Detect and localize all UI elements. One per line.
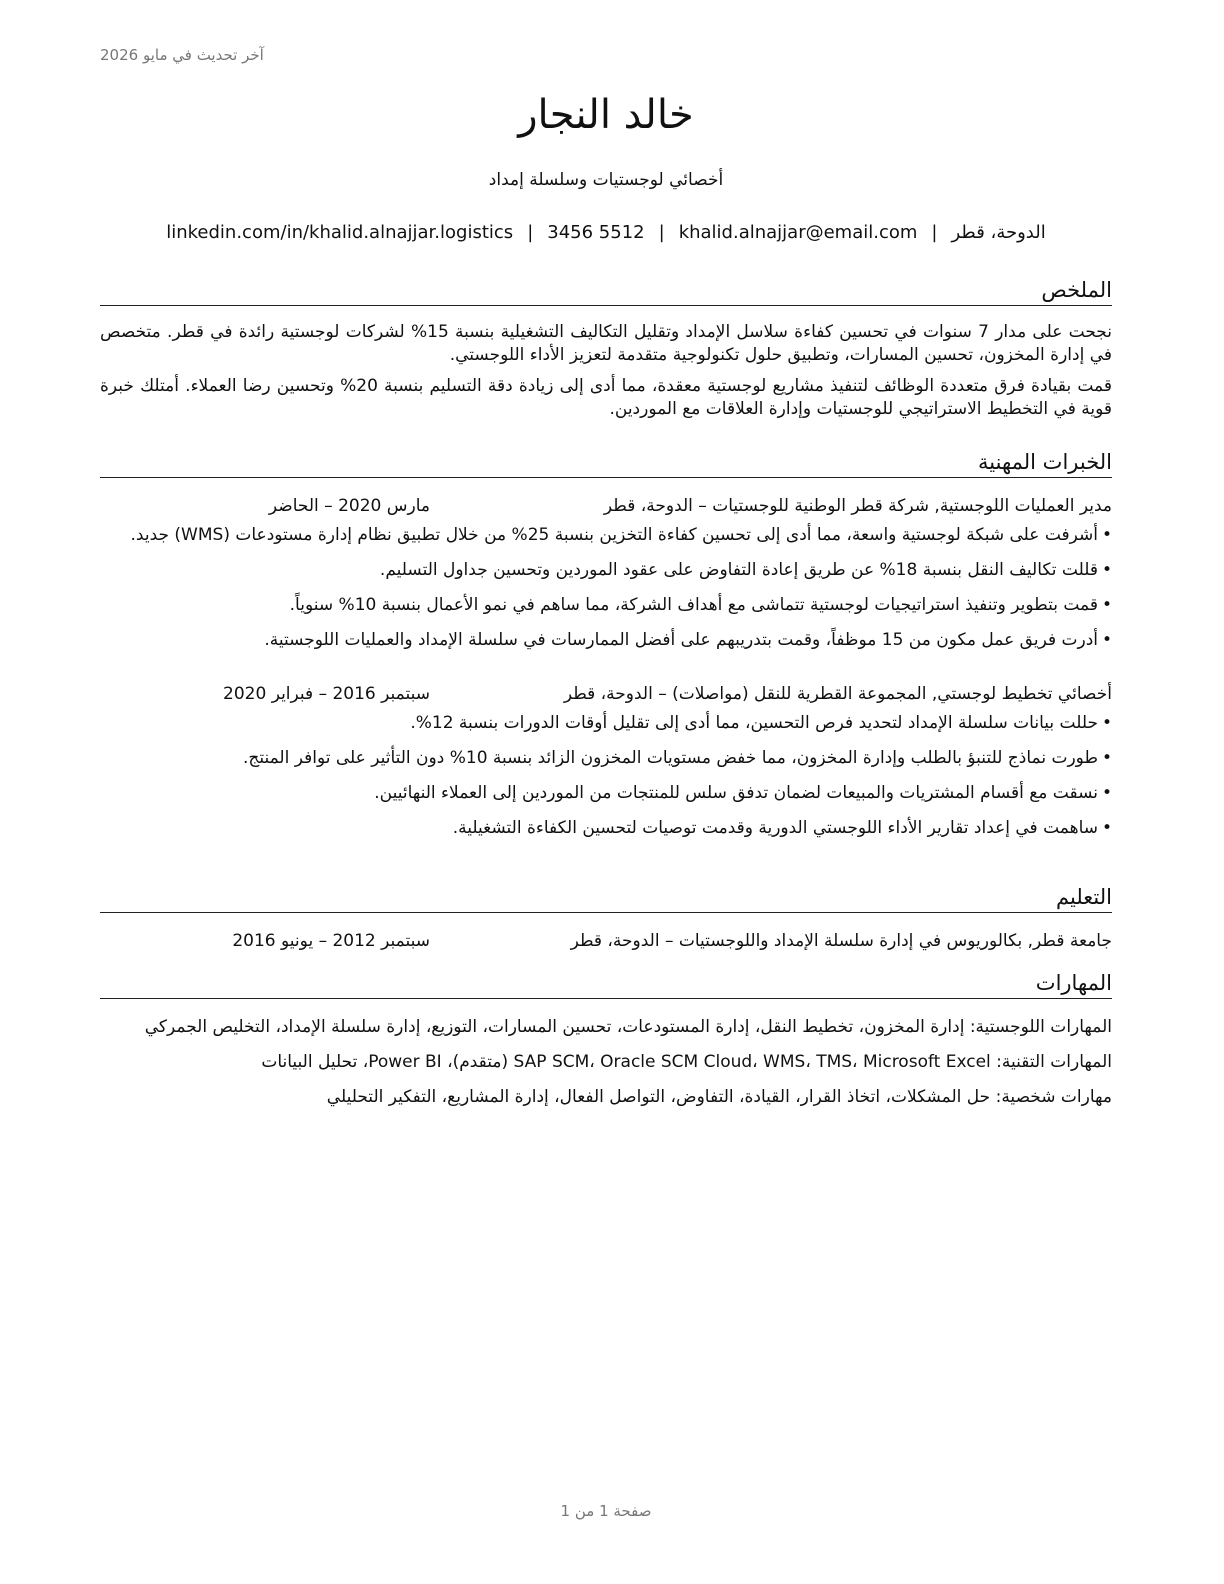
skills-line: المهارات التقنية: SAP SCM، Oracle SCM Cloud، WMS، TMS، Microsoft Excel (متقدم)، Power BI، تحليل البيانات	[261, 1052, 1112, 1072]
contact-linkedin[interactable]: linkedin.com/in/khalid.alnajjar.logistics	[166, 222, 514, 243]
job-bullets	[100, 712, 1112, 840]
job-dates: مارس 2020 – الحاضر	[268, 496, 430, 516]
section-title-education: التعليم	[100, 884, 1112, 913]
contact-phone: 3456 5512	[547, 222, 645, 243]
section-title-experience: الخبرات المهنية	[100, 449, 1112, 478]
job-bullet: • أدرت فريق عمل مكون من 15 موظفاً، وقمت بتدريبهم على أفضل الممارسات في سلسلة الإمداد والعمليات اللوجستية.	[264, 630, 1112, 650]
job-bullet: • قمت بتطوير وتنفيذ استراتيجيات لوجستية تتماشى مع أهداف الشركة، مما ساهم في نمو الأعمال بنسبة 10% سنوياً.	[289, 595, 1112, 615]
contact-location: الدوحة، قطر	[951, 222, 1046, 243]
job-bullet: • نسقت مع أقسام المشتريات والمبيعات لضمان تدفق سلس للمنتجات من الموردين إلى العملاء النهائيين.	[374, 783, 1112, 803]
last-updated-text: آخر تحديث في مايو 2026	[100, 46, 264, 64]
education-title: جامعة قطر, بكالوريوس في إدارة سلسلة الإمداد واللوجستيات – الدوحة، قطر	[570, 931, 1112, 951]
resume-page	[100, 0, 1112, 1584]
education-dates: سبتمبر 2012 – يونيو 2016	[232, 931, 430, 951]
page-number: صفحة 1 من 1	[560, 1502, 652, 1520]
education-row	[100, 929, 1112, 953]
job-bullet: • طورت نماذج للتنبؤ بالطلب وإدارة المخزون، مما خفض مستويات المخزون الزائد بنسبة 10% دون التأثير على توافر المنتج.	[242, 748, 1112, 768]
job-bullet: • أشرفت على شبكة لوجستية واسعة، مما أدى إلى تحسين كفاءة التخزين بنسبة 25% من خلال تطبيق نظام إدارة مستودعات (WMS) جديد.	[130, 525, 1112, 545]
education-section	[100, 884, 1112, 953]
candidate-role: أخصائي لوجستيات وسلسلة إمداد	[488, 170, 724, 190]
section-title-skills: المهارات	[100, 970, 1112, 999]
skills-line: مهارات شخصية: حل المشكلات، اتخاذ القرار، القيادة، التفاوض، التواصل الفعال، إدارة المشاريع، التفكير التحليلي	[326, 1087, 1112, 1107]
skills-line: المهارات اللوجستية: إدارة المخزون، تخطيط النقل، إدارة المستودعات، تحسين المسارات، التوزيع، إدارة سلسلة الإمداد، التخليص الجمركي	[144, 1017, 1112, 1037]
summary-paragraph: قمت بقيادة فرق متعددة الوظائف لتنفيذ مشاريع لوجستية معقدة، مما أدى إلى زيادة دقة التسليم بنسبة 20% وتحسين رضا العملاء. أمتلك خبرة قوية في التخطيط الاستراتيجي للوجستيات وإدارة العلاقات مع الموردين.	[100, 376, 1112, 419]
job-title: أخصائي تخطيط لوجستي, المجموعة القطرية للنقل (مواصلات) – الدوحة، قطر	[563, 684, 1112, 704]
job-dates: سبتمبر 2016 – فبراير 2020	[223, 684, 430, 704]
contact-line	[100, 222, 1112, 243]
job-title: مدير العمليات اللوجستية, شركة قطر الوطنية للوجستيات – الدوحة، قطر	[603, 496, 1112, 516]
job-bullet: • قللت تكاليف النقل بنسبة 18% عن طريق إعادة التفاوض على عقود الموردين وتحسين جداول التسليم.	[379, 560, 1112, 580]
job-bullet: • حللت بيانات سلسلة الإمداد لتحديد فرص التحسين، مما أدى إلى تقليل أوقات الدورات بنسبة 12%.	[410, 713, 1112, 733]
summary-section	[100, 277, 1112, 429]
job-entry	[100, 494, 1112, 652]
job-heading-row	[100, 682, 1112, 706]
job-bullet: • ساهمت في إعداد تقارير الأداء اللوجستي الدورية وقدمت توصيات لتحسين الكفاءة التشغيلية.	[452, 818, 1112, 838]
summary-paragraph: نجحت على مدار 7 سنوات في تحسين كفاءة سلاسل الإمداد وتقليل التكاليف التشغيلية بنسبة 15% لشركات لوجستية رائدة في قطر. متخصص في إدارة المخزون، تحسين المسارات، وتطبيق حلول تكنولوجية متقدمة لتعزيز الأداء اللوجستي.	[100, 322, 1113, 365]
experience-section	[100, 449, 1112, 852]
contact-separator: |	[527, 222, 534, 243]
job-bullets	[100, 524, 1112, 652]
skills-section	[100, 970, 1112, 1120]
contact-separator: |	[658, 222, 665, 243]
job-heading-row	[100, 494, 1112, 518]
job-entry	[100, 682, 1112, 840]
contact-separator: |	[931, 222, 938, 243]
candidate-name: خالد النجار	[518, 92, 694, 138]
contact-email[interactable]: khalid.alnajjar@email.com	[678, 222, 918, 243]
section-title-summary: الملخص	[100, 277, 1112, 306]
